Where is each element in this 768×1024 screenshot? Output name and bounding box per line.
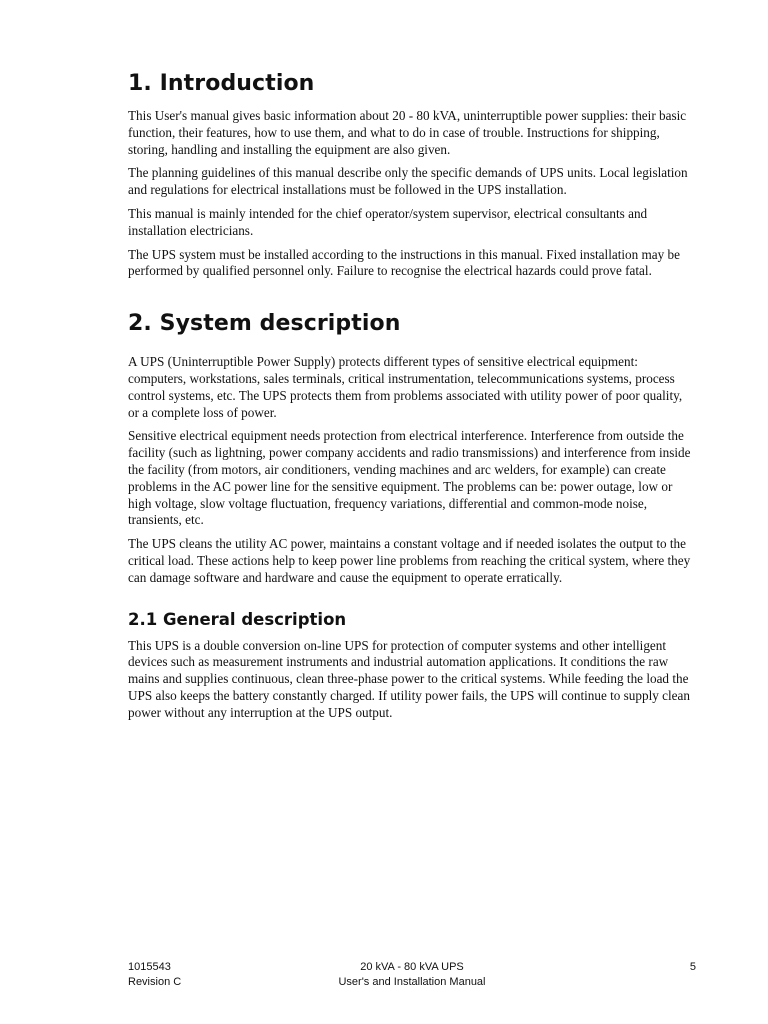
manual-title: User's and Installation Manual [338, 976, 486, 988]
footer-right [690, 960, 696, 975]
subsection-general-description [128, 609, 693, 722]
paragraph: Sensitive electrical equipment needs protection from electrical interference. Interference from outside the facility (such as lightning, power company accidents and radio transmissions) and interference from inside the facility (from motors, air conditioners, vending machines and arc welders, for example) can create problems in the AC power line for the sensitive equipment. The problems can be: power outage, low or high voltage, slow voltage fluctuation, frequency variations, differential and common-mode noise, transients, etc. [128, 428, 691, 528]
paragraph: This manual is mainly intended for the chief operator/system supervisor, electrical consultants and installation electricians. [128, 205, 648, 238]
page-number: 5 [689, 961, 696, 973]
section-heading-introduction: 1. Introduction [128, 71, 315, 96]
section-heading-system-description: 2. System description [128, 311, 401, 337]
paragraph: This User's manual gives basic information about 20 - 80 kVA, uninterruptible power supplies: their basic function, their features, how to use them, and what to do in case of trouble. Instructions for shipping, storing, handling and installing the equipment are also given. [128, 108, 687, 157]
subsection-heading-general-description: 2.1 General description [128, 609, 347, 629]
page-content [128, 70, 693, 729]
paragraph: The UPS system must be installed according to the instructions in this manual. Fixed installation may be performed by qualified personnel only. Failure to recognise the electrical hazards could prove fatal. [128, 246, 680, 279]
section-introduction [128, 70, 693, 280]
paragraph: The UPS cleans the utility AC power, maintains a constant voltage and if needed isolates the output to the critical load. These actions help to keep power line problems from reaching the critical system, where they can damage software and hardware and cause the equipment to operate erratically. [128, 536, 691, 585]
product-name: 20 kVA - 80 kVA UPS [360, 961, 464, 973]
paragraph: A UPS (Uninterruptible Power Supply) protects different types of sensitive electrical equipment: computers, workstations, sales terminals, critical instrumentation, telecommunications systems, process control systems, etc. The UPS protects them from problems associated with utility power of poor quality, or a complete loss of power. [128, 354, 683, 420]
doc-number: 1015543 [128, 961, 171, 973]
page-footer [128, 958, 696, 992]
revision-label: Revision C [128, 976, 182, 988]
section-system-description [128, 310, 693, 586]
paragraph: The planning guidelines of this manual describe only the specific demands of UPS units. Local legislation and regulations for electrical installations must be followed in the UPS installation. [128, 165, 688, 198]
paragraph: This UPS is a double conversion on-line UPS for protection of computer systems and other intelligent devices such as measurement instruments and industrial automation applications. It conditions the raw mains and supplies continuous, clean three-phase power to the critical systems. While feeding the load the UPS also keeps the battery constantly charged. If utility power fails, the UPS will continue to supply clean power without any interruption at the UPS output. [128, 637, 690, 720]
footer-center [128, 960, 696, 990]
